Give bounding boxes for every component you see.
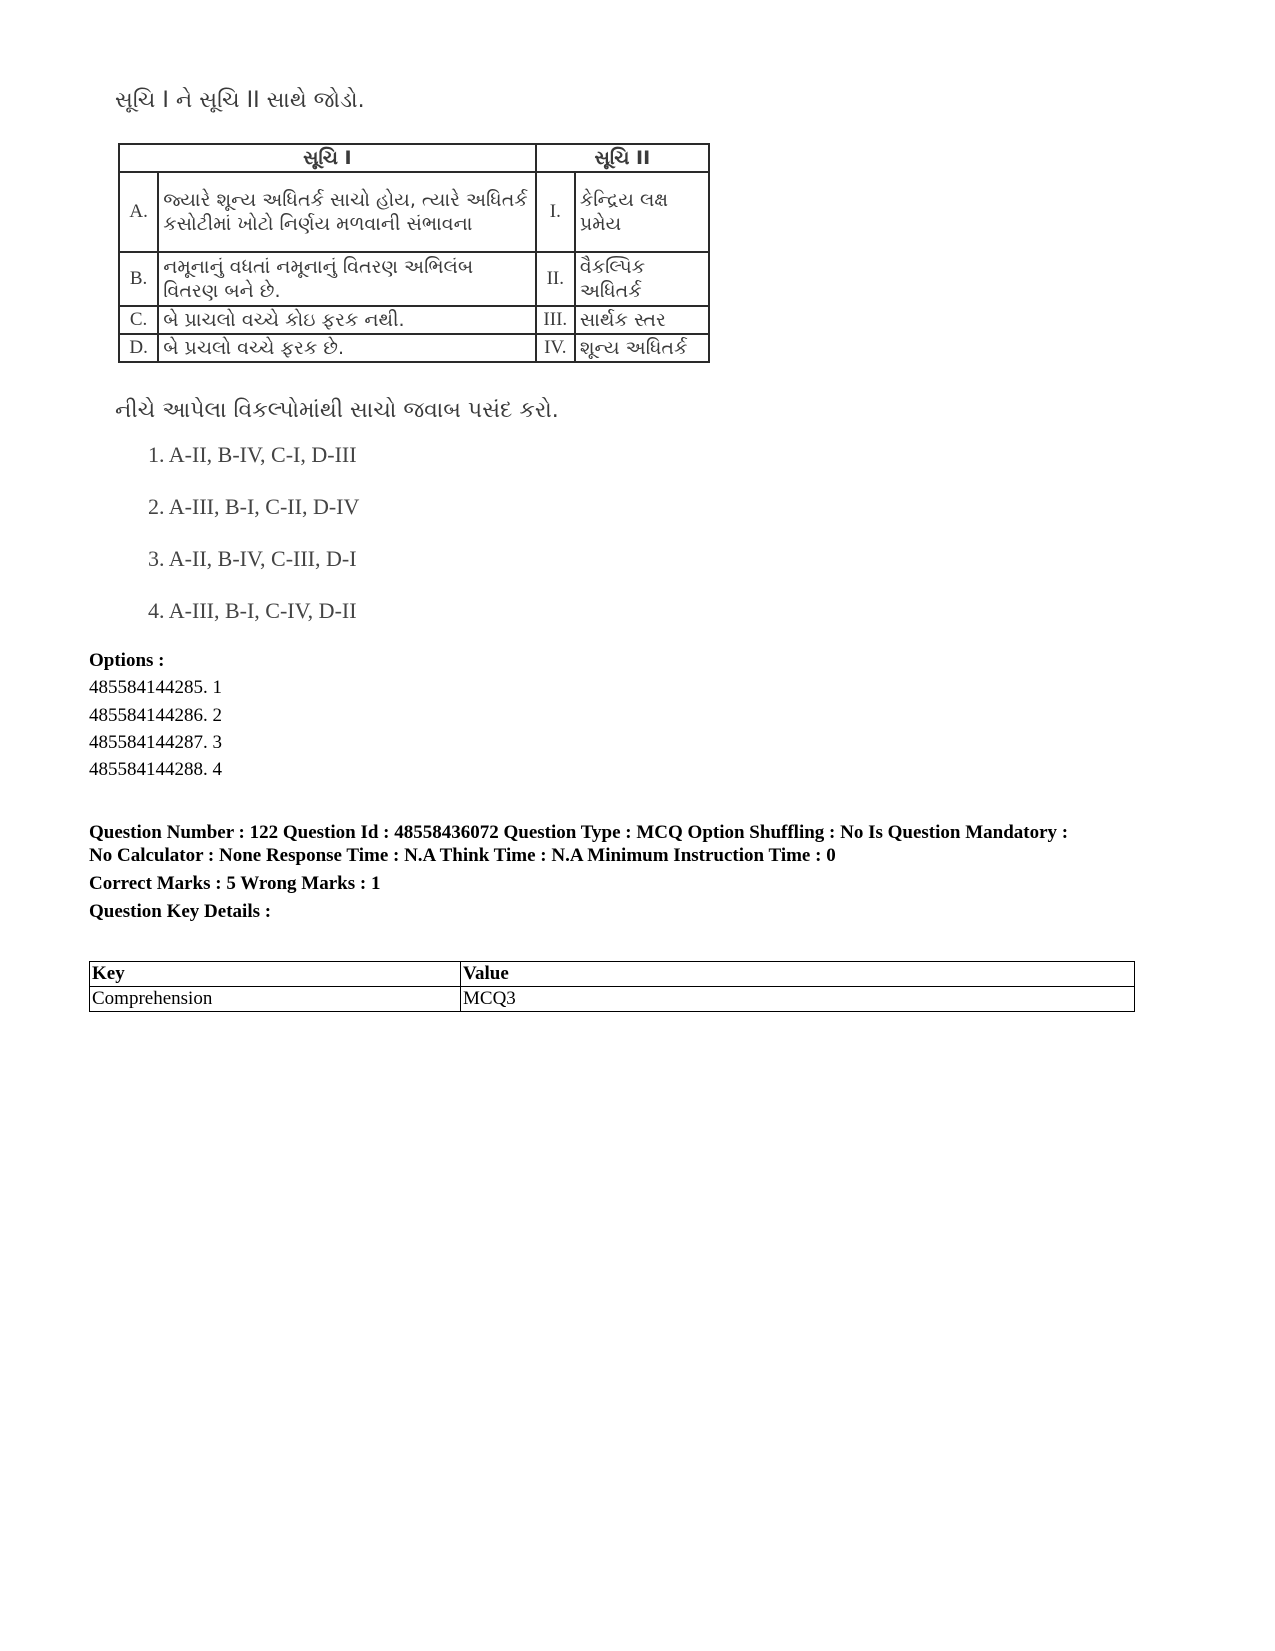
- row-letter: C.: [119, 306, 158, 334]
- row-letter: D.: [119, 334, 158, 362]
- option-item: 485584144286. 2: [89, 705, 222, 726]
- match-row: [119, 252, 709, 306]
- key-details-table: [89, 961, 1135, 1012]
- row-roman: IV.: [536, 334, 575, 362]
- row-roman: I.: [536, 172, 575, 252]
- marks-line: Correct Marks : 5 Wrong Marks : 1: [89, 873, 381, 894]
- list2-header: સૂચિ II: [536, 144, 709, 172]
- row-roman: III.: [536, 306, 575, 334]
- question-instruction: નીચે આપેલા વિકલ્પોમાંથી સાચો જવાબ પસંદ કરો.: [115, 398, 559, 423]
- row-text: જ્યારે શૂન્ય અધિતર્ક સાચો હોય, ત્યારે અધિતર્ક કસોટીમાં ખોટો નિર્ણય મળવાની સંભાવના: [158, 172, 536, 252]
- table-row: [90, 987, 1135, 1012]
- key-cell: Comprehension: [90, 987, 461, 1012]
- option-item: 485584144288. 4: [89, 759, 222, 780]
- row-text: બે પ્રાચલો વચ્ચે કોઇ ફરક નથી.: [158, 306, 536, 334]
- answer-choice: 1. A-II, B-IV, C-I, D-III: [148, 442, 357, 467]
- row-letter: A.: [119, 172, 158, 252]
- value-cell: MCQ3: [461, 987, 1135, 1012]
- answer-choice: 3. A-II, B-IV, C-III, D-I: [148, 546, 357, 571]
- row-roman: II.: [536, 252, 575, 306]
- list1-header: સૂચિ I: [119, 144, 536, 172]
- question-meta-line1: Question Number : 122 Question Id : 48558436072 Question Type : MCQ Option Shuffling : No Is Question Mandatory :: [89, 822, 1069, 843]
- answer-choice: 4. A-III, B-I, C-IV, D-II: [148, 598, 357, 623]
- question-meta-line2: No Calculator : None Response Time : N.A Think Time : N.A Minimum Instruction Time : 0: [89, 845, 836, 866]
- key-table-header: [90, 962, 1135, 987]
- row-match: વૈકલ્પિક અધિતર્ક: [575, 252, 709, 306]
- row-match: સાર્થક સ્તર: [575, 306, 709, 334]
- row-letter: B.: [119, 252, 158, 306]
- row-text: નમૂનાનું વધતાં નમૂનાનું વિતરણ અભિલંબ વિતરણ બને છે.: [158, 252, 536, 306]
- row-match: કેન્દ્રિય લક્ષ પ્રમેય: [575, 172, 709, 252]
- match-row: [119, 306, 709, 334]
- options-label: Options :: [89, 650, 165, 671]
- value-header: Value: [461, 962, 1135, 987]
- answer-choice: 2. A-III, B-I, C-II, D-IV: [148, 494, 360, 519]
- match-row: [119, 334, 709, 362]
- key-details-label: Question Key Details :: [89, 901, 272, 922]
- match-table: [118, 143, 710, 363]
- row-match: શૂન્ય અધિતર્ક: [575, 334, 709, 362]
- option-item: 485584144287. 3: [89, 732, 222, 753]
- option-item: 485584144285. 1: [89, 677, 222, 698]
- match-table-header: [119, 144, 709, 172]
- question-prompt: સૂચિ I ને સૂચિ II સાથે જોડો.: [115, 88, 365, 113]
- key-header: Key: [90, 962, 461, 987]
- match-row: [119, 172, 709, 252]
- row-text: બે પ્રચલો વચ્ચે ફરક છે.: [158, 334, 536, 362]
